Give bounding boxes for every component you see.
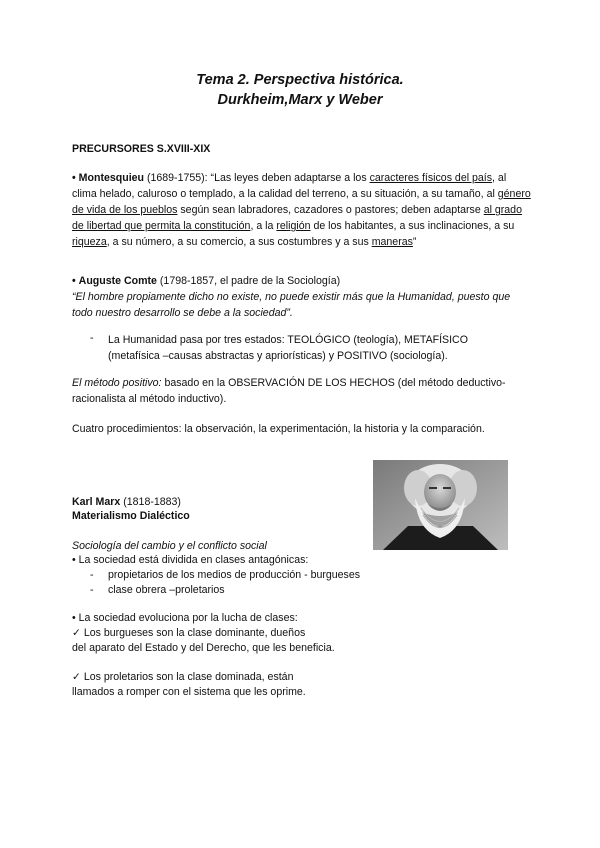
- marx-heading: [72, 494, 532, 510]
- list-dash: -: [90, 584, 94, 596]
- metodo-positivo-label: El método positivo:: [72, 377, 162, 389]
- montesquieu-text-6: , a su número, a su comercio, a sus costumbres y a sus: [106, 236, 372, 248]
- montesquieu-text-7: ”: [412, 236, 417, 248]
- marx-name: Karl Marx: [72, 496, 121, 508]
- montesquieu-underlined-4: religión: [276, 220, 311, 232]
- marx-sociologia: Sociología del cambio y el conflicto social: [72, 540, 267, 552]
- montesquieu-text-3: según sean labradores, cazadores o pastores; deben adaptarse: [177, 204, 484, 216]
- metodo-positivo-text: basado en la OBSERVACIÓN DE LOS HECHOS (del método deductivo-racionalista al método inductivo).: [72, 377, 506, 405]
- montesquieu-underlined-1: caracteres físicos del país: [369, 172, 493, 184]
- document-title-line-1: Tema 2. Perspectiva histórica.: [196, 72, 404, 88]
- metodo-positivo-paragraph: [72, 375, 532, 407]
- burgueses-check-line-2: del aparato del Estado y del Derecho, que les beneficia.: [72, 642, 335, 654]
- clase-item-proletarios: clase obrera –proletarios: [108, 584, 225, 596]
- tres-estados-item: La Humanidad pasa por tres estados: TEOLÓGICO (teología), METAFÍSICO (metafísica –causas abstractas y apriorísticas) y POSITIVO (sociología).: [108, 334, 468, 362]
- montesquieu-text-2: , al clima helado, caluroso o templado, a la calidad del terreno, a su situación, a su tamaño, al: [72, 172, 507, 200]
- montesquieu-bullet: •: [72, 172, 76, 184]
- comte-dates: (1798-1857, el padre de la Sociología): [156, 275, 341, 287]
- proletarios-check-line-1: ✓ Los proletarios son la clase dominada, están: [72, 671, 294, 683]
- montesquieu-underlined-2: género de vida de los pueblos: [72, 188, 531, 216]
- list-dash: -: [90, 569, 94, 581]
- clases-intro: • La sociedad está dividida en clases antagónicas:: [72, 554, 309, 566]
- document-title-line-2: Durkheim,Marx y Weber: [217, 92, 383, 108]
- comte-heading: [72, 273, 532, 289]
- montesquieu-paragraph: [72, 170, 532, 250]
- montesquieu-name: Montesquieu: [78, 172, 144, 184]
- section-heading-precursores: PRECURSORES S.XVIII-XIX: [72, 143, 211, 155]
- burgueses-check-line-1: ✓ Los burgueses son la clase dominante, dueños: [72, 627, 306, 639]
- montesquieu-text-1: (1689-1755): “Las leyes deben adaptarse a los: [144, 172, 370, 184]
- clase-item-burgueses: propietarios de los medios de producción - burgueses: [108, 569, 361, 581]
- marx-dates: (1818-1883): [120, 496, 181, 508]
- comte-name: Auguste Comte: [78, 275, 157, 287]
- montesquieu-underlined-3: al grado de libertad que permita la constitución: [72, 204, 522, 232]
- marx-subtitle: Materialismo Dialéctico: [72, 510, 190, 522]
- proletarios-check-line-2: llamados a romper con el sistema que les oprime.: [72, 686, 306, 698]
- comte-bullet: •: [72, 275, 76, 287]
- evoluciona-line: • La sociedad evoluciona por la lucha de clases:: [72, 612, 298, 624]
- comte-quote: “El hombre propiamente dicho no existe, no puede existir más que la Humanidad, puesto que todo nuestro desarrollo se debe a la sociedad”.: [72, 291, 511, 319]
- montesquieu-underlined-6: maneras: [371, 236, 413, 248]
- list-dash: -: [90, 332, 94, 344]
- montesquieu-text-4: , a la: [250, 220, 277, 232]
- montesquieu-underlined-5: riqueza: [72, 236, 107, 248]
- montesquieu-text-5: de los habitantes, a sus inclinaciones, a su: [310, 220, 515, 232]
- cuatro-procedimientos: Cuatro procedimientos: la observación, la experimentación, la historia y la comparación.: [72, 423, 485, 435]
